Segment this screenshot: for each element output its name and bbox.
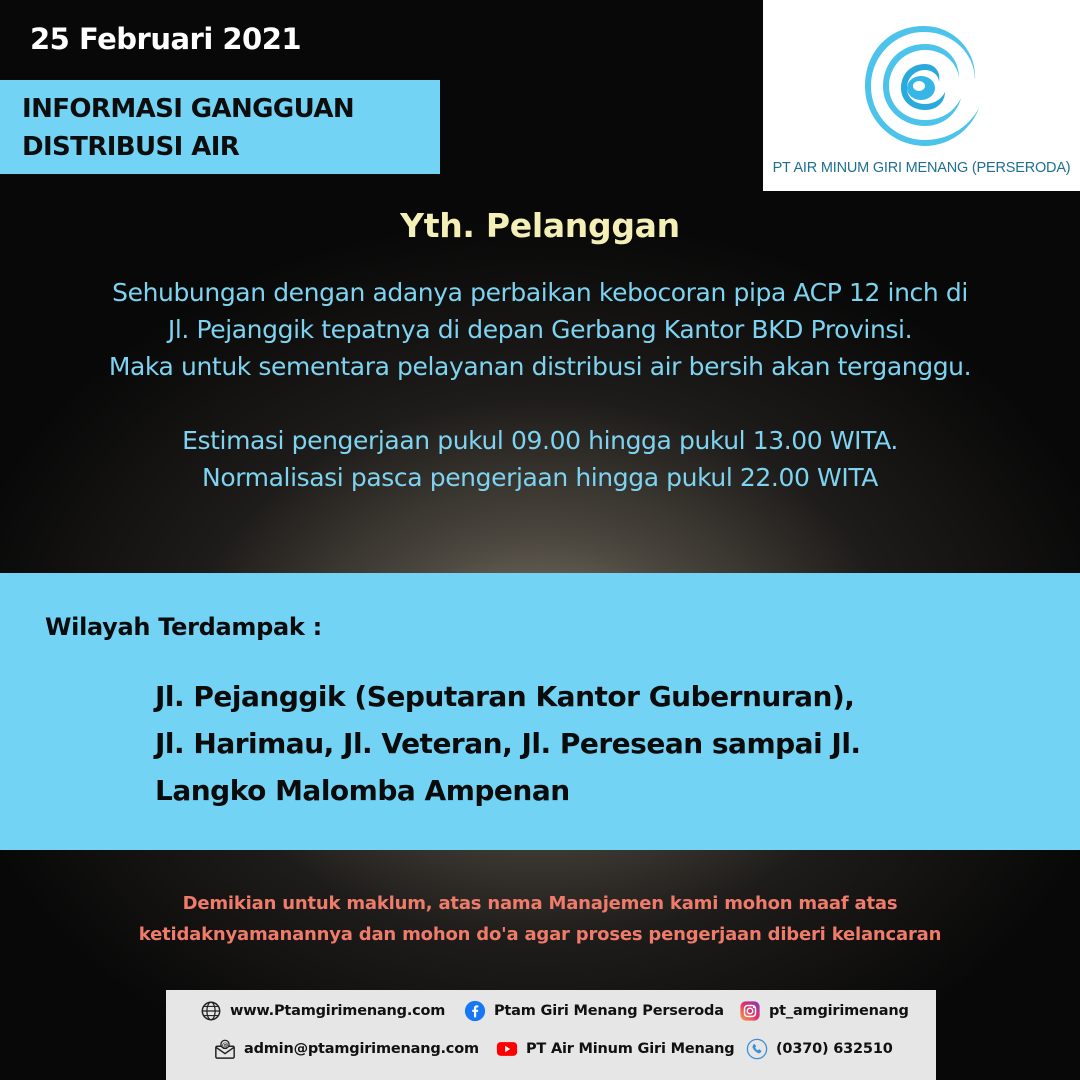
affected-area-line: Langko Malomba Ampenan bbox=[155, 774, 570, 807]
notice-title-line-2: DISTRIBUSI AIR bbox=[22, 132, 240, 162]
phone-icon bbox=[746, 1038, 768, 1060]
affected-area-line: Jl. Harimau, Jl. Veteran, Jl. Peresean sampai Jl. bbox=[155, 727, 861, 760]
instagram-contact[interactable] bbox=[739, 1000, 909, 1022]
affected-area-list bbox=[155, 673, 861, 814]
notice-title-banner bbox=[0, 80, 440, 174]
phone-number[interactable]: (0370) 632510 bbox=[776, 1041, 893, 1057]
email-contact[interactable] bbox=[214, 1038, 479, 1060]
instagram-link[interactable]: pt_amgirimenang bbox=[769, 1003, 909, 1019]
notice-line: Maka untuk sementara pelayanan distribusi air bersih akan terganggu. bbox=[108, 352, 972, 381]
company-name: PT AIR MINUM GIRI MENANG (PERSERODA) bbox=[772, 160, 1071, 176]
affected-area-section bbox=[0, 573, 1080, 850]
water-swirl-logo-icon bbox=[859, 22, 989, 152]
instagram-icon bbox=[739, 1000, 761, 1022]
globe-icon bbox=[200, 1000, 222, 1022]
notice-title-line-1: INFORMASI GANGGUAN bbox=[22, 94, 355, 124]
youtube-link[interactable]: PT Air Minum Giri Menang bbox=[526, 1041, 735, 1057]
greeting-heading: Yth. Pelanggan bbox=[400, 206, 680, 245]
facebook-icon bbox=[464, 1000, 486, 1022]
work-estimate-line: Estimasi pengerjaan pukul 09.00 hingga pukul 13.00 WITA. bbox=[182, 426, 898, 455]
normalization-line: Normalisasi pasca pengerjaan hingga pukul 22.00 WITA bbox=[202, 463, 878, 492]
date-label: 25 Februari 2021 bbox=[30, 22, 302, 56]
youtube-contact[interactable] bbox=[496, 1038, 734, 1060]
notice-body bbox=[0, 274, 1080, 496]
phone-contact[interactable] bbox=[746, 1038, 893, 1060]
closing-message bbox=[0, 888, 1080, 950]
website-contact[interactable] bbox=[200, 1000, 445, 1022]
affected-area-title: Wilayah Terdampak : bbox=[45, 613, 322, 641]
affected-area-line: Jl. Pejanggik (Seputaran Kantor Gubernuran), bbox=[155, 680, 855, 713]
closing-line: ketidaknyamanannya dan mohon do'a agar proses pengerjaan diberi kelancaran bbox=[138, 924, 942, 945]
company-logo-card bbox=[763, 0, 1080, 191]
notice-line: Jl. Pejanggik tepatnya di depan Gerbang Kantor BKD Provinsi. bbox=[167, 315, 913, 344]
website-link[interactable]: www.Ptamgirimenang.com bbox=[230, 1003, 446, 1019]
closing-line: Demikian untuk maklum, atas nama Manajemen kami mohon maaf atas bbox=[182, 893, 898, 914]
email-link[interactable]: admin@ptamgirimenang.com bbox=[244, 1041, 479, 1057]
email-icon bbox=[214, 1038, 236, 1060]
youtube-icon bbox=[496, 1038, 518, 1060]
facebook-link[interactable]: Ptam Giri Menang Perseroda bbox=[494, 1003, 724, 1019]
svg-text:@: @ bbox=[221, 1040, 229, 1049]
notice-line: Sehubungan dengan adanya perbaikan kebocoran pipa ACP 12 inch di bbox=[112, 278, 968, 307]
facebook-contact[interactable] bbox=[464, 1000, 724, 1022]
contact-footer bbox=[166, 990, 936, 1080]
